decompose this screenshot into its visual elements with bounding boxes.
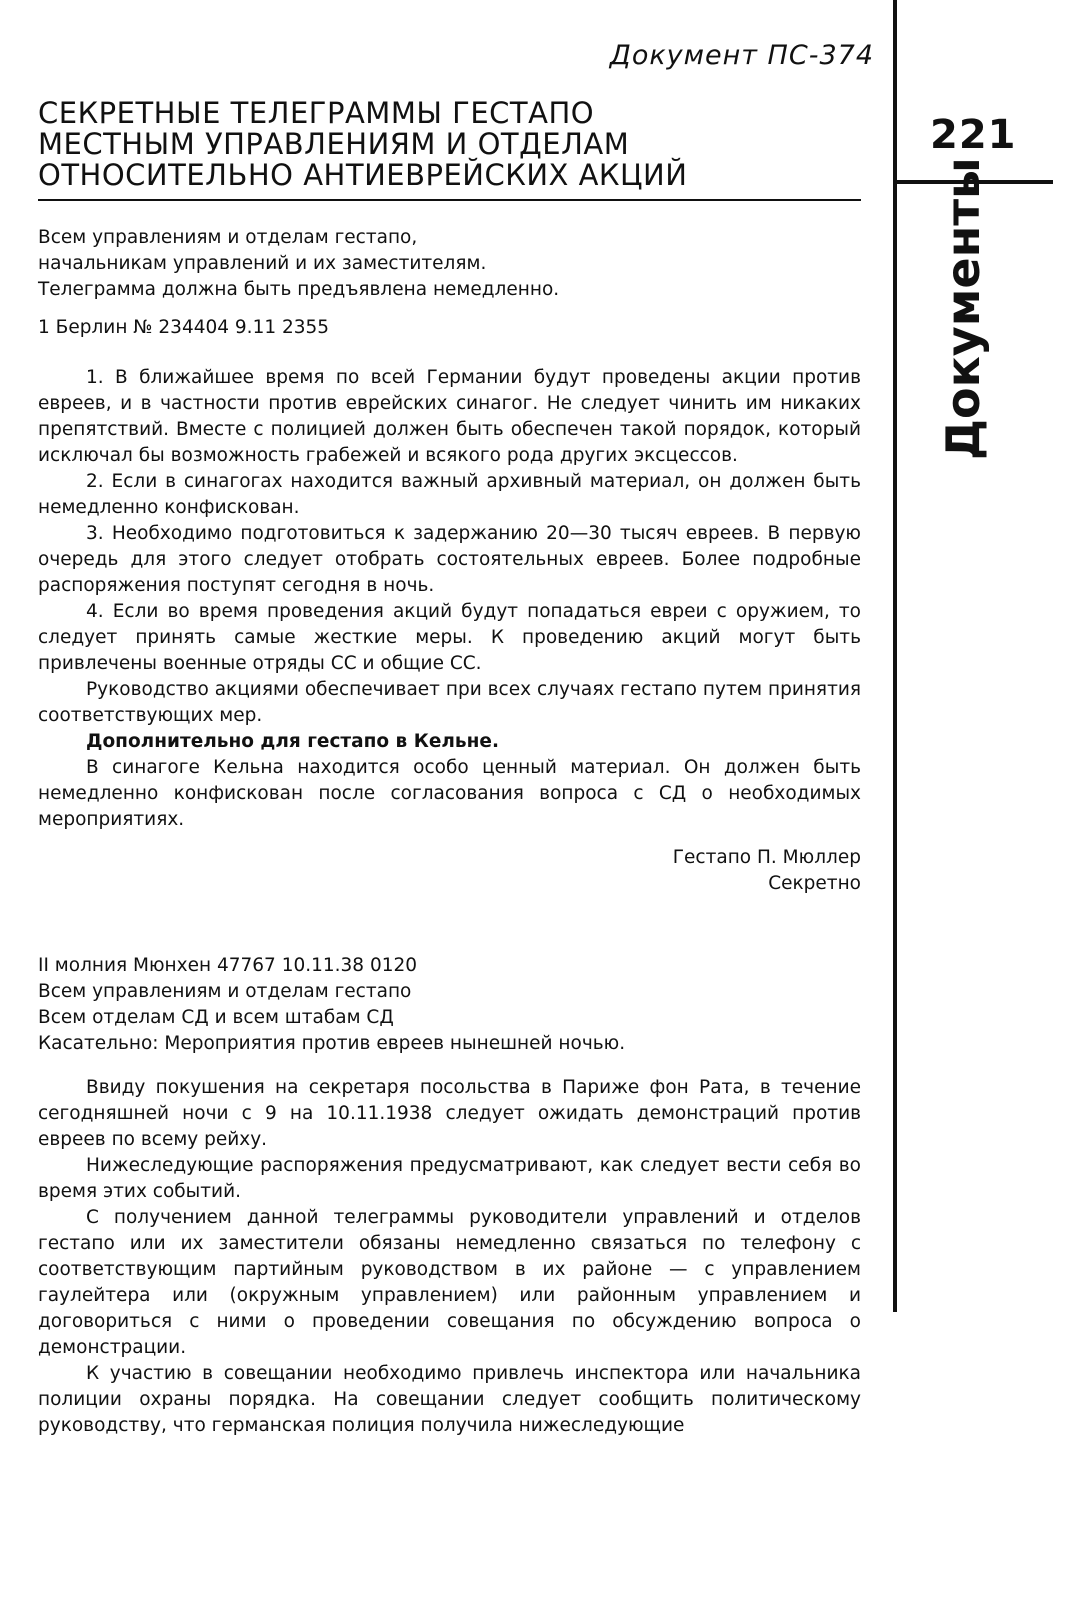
paragraph: Руководство акциями обеспечивает при всех случаях гестапо путем принятия соответствующих мер. xyxy=(38,679,861,726)
address-line: Всем управлениям и отделам гестапо, xyxy=(38,227,418,248)
address-line: начальникам управлений и их заместителям. xyxy=(38,253,487,274)
paragraph: Ввиду покушения на секретаря посольства в Париже фон Рата, в течение сегодняшней ночи с 9 на 10.11.1938 следует ожидать демонстраций против евреев по всему рейху. xyxy=(38,1077,861,1150)
paragraph: 4. Если во время проведения акций будут попадаться евреи с оружием, то следует принять самые жесткие меры. К проведению акций могут быть привлечены военные отряды СС и общие СС. xyxy=(38,601,861,674)
title-line: МЕСТНЫМ УПРАВЛЕНИЯМ И ОТДЕЛАМ xyxy=(38,127,630,161)
telegram-header-line: Касательно: Мероприятия против евреев нынешней ночью. xyxy=(38,1033,626,1054)
telegram-header-line: Всем отделам СД и всем штабам СД xyxy=(38,1007,394,1028)
margin-vertical-rule xyxy=(893,0,897,1312)
document-title xyxy=(38,98,868,191)
paragraph: Нижеследующие распоряжения предусматривают, как следует вести себя во время этих событий. xyxy=(38,1155,861,1202)
paragraph: С получением данной телеграммы руководители управлений и отделов гестапо или их заместители обязаны немедленно связаться по телефону с соответствующим партийным руководством в их районе — с управлением гаулейтера или (окружным управлением) или районным управлением и договориться с ними о проведении совещания по обсуждению вопроса о демонстрации. xyxy=(38,1207,861,1358)
paragraph: 3. Необходимо подготовиться к задержанию 20—30 тысяч евреев. В первую очередь для этого следует отобрать состоятельных евреев. Более подробные распоряжения поступят сегодня в ночь. xyxy=(38,523,861,596)
paragraph: К участию в совещании необходимо привлечь инспектора или начальника полиции охраны порядка. На совещании следует сообщить политическому руководству, что германская полиция получила нижеследующие xyxy=(38,1363,861,1436)
telegram-header-line: II молния Мюнхен 47767 10.11.38 0120 xyxy=(38,955,418,976)
paragraph: 1. В ближайшее время по всей Германии будут проведены акции против евреев, и в частности против еврейских синагог. Не следует чинить им никаких препятствий. Вместе с полицией должен быть обеспечен такой порядок, который исключал бы возможность грабежей и всякого рода других эксцессов. xyxy=(38,367,861,466)
address-line: Телеграмма должна быть предъявлена немедленно. xyxy=(38,279,560,300)
signature: Гестапо П. Мюллер xyxy=(672,847,861,868)
classification: Секретно xyxy=(768,873,861,894)
document-body xyxy=(38,225,861,1439)
cologne-heading: Дополнительно для гестапо в Кельне. xyxy=(86,731,499,752)
title-line: ОТНОСИТЕЛЬНО АНТИЕВРЕЙСКИХ АКЦИЙ xyxy=(38,158,688,192)
page-number: 221 xyxy=(930,112,1017,158)
telegram-2 xyxy=(38,953,861,1439)
title-divider xyxy=(38,199,861,201)
paragraph: 2. Если в синагогах находится важный архивный материал, он должен быть немедленно конфискован. xyxy=(38,471,861,518)
document-label: Документ ПС-374 xyxy=(609,40,874,71)
telegram-header-line: Всем управлениям и отделам гестапо xyxy=(38,981,412,1002)
paragraph: В синагоге Кельна находится особо ценный материал. Он должен быть немедленно конфискован после согласования вопроса с СД о необходимых мероприятиях. xyxy=(38,757,861,830)
telegram-1 xyxy=(38,225,861,897)
section-label: Документы xyxy=(936,157,990,460)
title-line: СЕКРЕТНЫЕ ТЕЛЕГРАММЫ ГЕСТАПО xyxy=(38,96,595,130)
telegram-reference: 1 Берлин № 234404 9.11 2355 xyxy=(38,317,330,338)
